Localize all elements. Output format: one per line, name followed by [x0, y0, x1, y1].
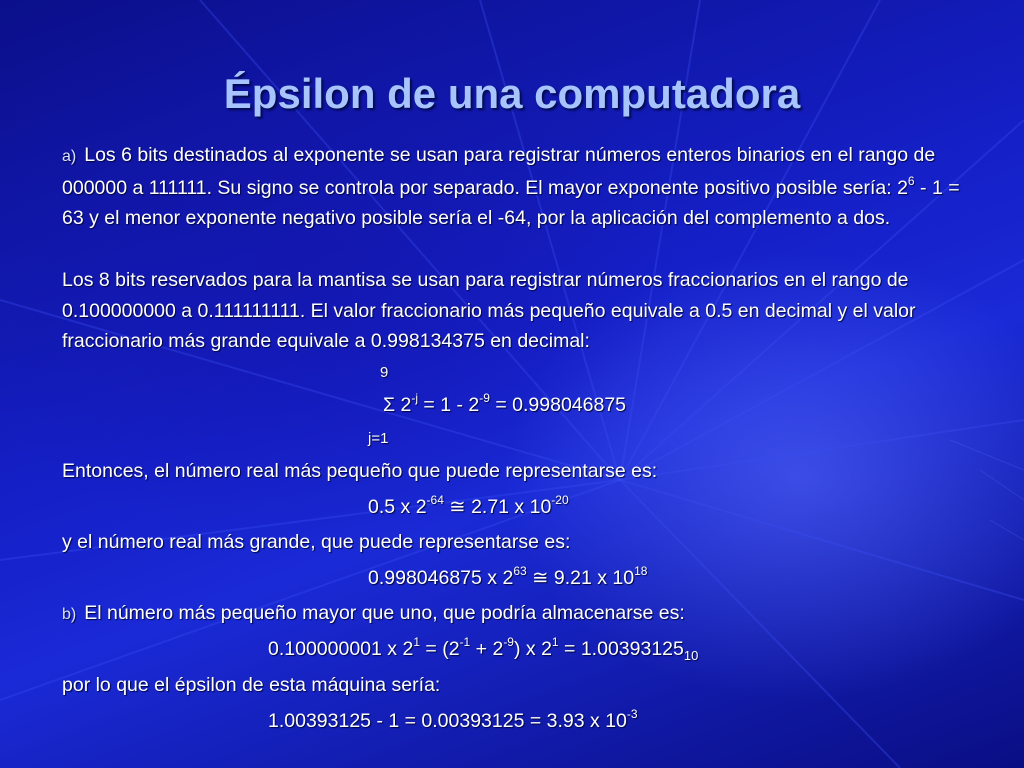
smallest-eq-b-exp: -20 — [551, 493, 569, 507]
sigma-symbol: Σ — [383, 394, 396, 416]
sum-mid: = 1 - 2 — [418, 394, 480, 416]
b-eq-subscript: 10 — [683, 648, 699, 663]
epsilon-eq-text: 1.00393125 - 1 = 0.00393125 = 3.93 x 10 — [268, 710, 627, 732]
paragraph-mantissa: Los 8 bits reservados para la mantisa se usan para registrar números fraccionarios en el rango de 0.100000000 a 0.111111111. El valor fraccionario más pequeño equivale a 0.5 en decimal y el valor fraccionario más grande equivale a 0.998134375 en decimal: — [62, 269, 916, 352]
paragraph-b — [62, 598, 962, 631]
paragraph-b-text: El número más pequeño mayor que uno, que podría almacenarse es: — [84, 602, 685, 624]
largest-eq-a: 0.998046875 x 2 — [368, 567, 514, 589]
sum-upper-limit: 9 — [380, 364, 389, 381]
sum-equation — [383, 392, 626, 418]
b-eq-t5: = 1.00393125 — [558, 638, 684, 660]
list-marker-b: b) — [62, 606, 77, 623]
sum-exp: -j — [411, 391, 418, 405]
sum-base: 2 — [395, 394, 412, 416]
b-eq-t2: = (2 — [420, 638, 460, 660]
b-eq-e3: -9 — [503, 635, 514, 649]
largest-equation — [368, 565, 647, 591]
paragraph-a-text-1: Los 6 bits destinados al exponente se usan para registrar números enteros binarios en el rango de 000000 a 111111. Su signo se controla por separado. El mayor exponente positivo posible sería: 2 — [62, 144, 936, 199]
epsilon-equation — [268, 708, 638, 734]
smallest-equation — [368, 494, 569, 520]
b-eq-e1: 1 — [413, 635, 420, 649]
smallest-eq-a: 0.5 x 2 — [368, 496, 427, 518]
paragraph-a — [62, 140, 962, 234]
sum-result: = 0.998046875 — [489, 394, 627, 416]
sum-lower-limit: j=1 — [368, 430, 389, 447]
epsilon-eq-exp: -3 — [626, 707, 638, 721]
list-marker-a: a) — [62, 148, 77, 165]
paragraph-a-exponent: 6 — [907, 173, 915, 188]
b-eq-t4: ) x 2 — [513, 638, 552, 660]
paragraph-a-text-2: - 1 = 63 y el menor exponente negativo posible sería el -64, por la aplicación del complemento a dos. — [62, 176, 960, 229]
sum-exp2: -9 — [479, 391, 490, 405]
smallest-intro: Entonces, el número real más pequeño que puede representarse es: — [62, 460, 658, 482]
largest-intro: y el número real más grande, que puede representarse es: — [62, 531, 571, 553]
largest-eq-a-exp: 63 — [513, 564, 527, 578]
largest-eq-approx: ≅ 9.21 x 10 — [526, 567, 635, 589]
smallest-eq-a-exp: -64 — [426, 493, 444, 507]
epsilon-intro: por lo que el épsilon de esta máquina sería: — [62, 674, 441, 696]
b-eq-t3: + 2 — [470, 638, 504, 660]
slide-title: Épsilon de una computadora — [223, 70, 801, 117]
b-eq-e2: -1 — [459, 635, 471, 649]
b-eq-e4: 1 — [551, 635, 559, 649]
largest-eq-b-exp: 18 — [634, 564, 648, 578]
b-eq-t1: 0.100000001 x 2 — [268, 638, 414, 660]
b-equation — [268, 636, 698, 662]
smallest-eq-approx: ≅ 2.71 x 10 — [443, 496, 552, 518]
